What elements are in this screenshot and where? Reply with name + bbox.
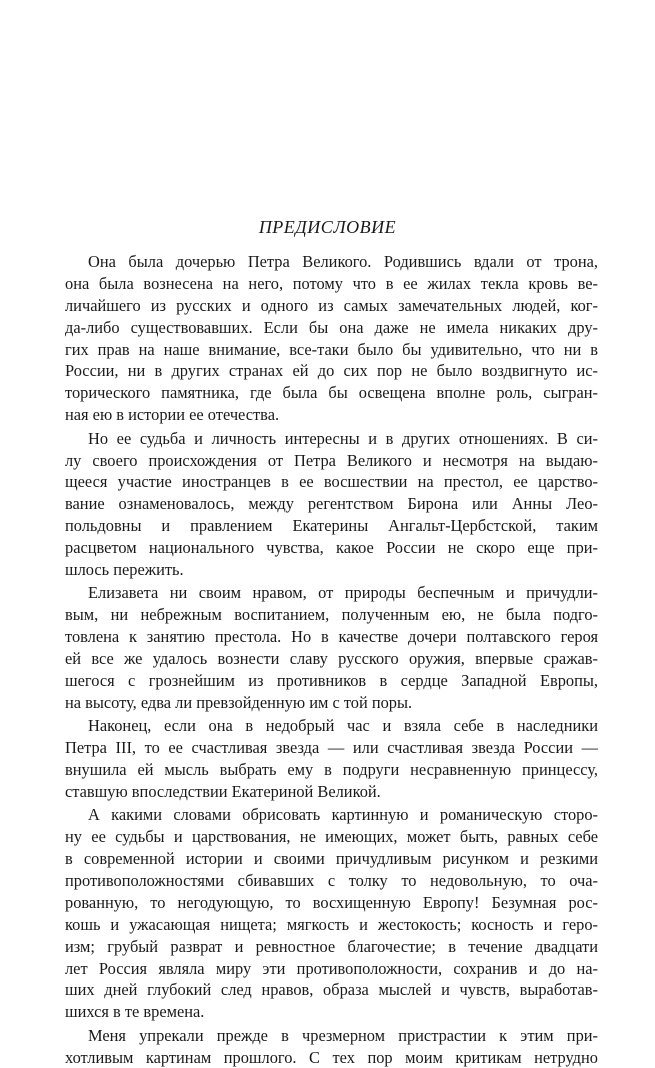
text-line: польдовны и правлением Екатерины Ангальт-Цербстской, таким xyxy=(65,516,598,536)
text-line: шлось пережить. xyxy=(65,559,184,579)
text-line: шихся в те времена. xyxy=(65,1002,205,1022)
text-line: противоположностями сбивавших с толку то недовольную, то оча- xyxy=(65,870,598,890)
text-line: Елизавета ни своим нравом, от природы беспечным и причудли- xyxy=(88,583,598,603)
preface-text xyxy=(65,251,598,1068)
text-line: расцветом национального чувства, какое России не скоро еще при- xyxy=(65,538,598,558)
text-line: Петра III, то ее счастливая звезда — или счастливая звезда России — xyxy=(65,738,598,758)
chapter-title: ПРЕДИСЛОВИЕ xyxy=(258,217,397,237)
text-line: вым, ни небрежным воспитанием, полученным ею, не была подго- xyxy=(65,605,598,625)
text-line: ей все же удалось вознести славу русского оружия, впервые сражав- xyxy=(65,649,598,669)
text-line: щееся участие иностранцев в ее восшествии на престол, ее царство- xyxy=(65,472,598,492)
text-line: изм; грубый разврат и ревностное благочестие; в течение двадцати xyxy=(65,936,598,956)
text-line: ставшую впоследствии Екатериной Великой. xyxy=(65,781,381,801)
text-line: личайшего из русских и одного из самых замечательных людей, ког- xyxy=(65,295,598,315)
text-line: кошь и ужасающая нищета; мягкость и жестокость; косность и геро- xyxy=(65,914,598,934)
text-line: внушила ей мысль выбрать ему в подруги несравненную принцессу, xyxy=(65,759,598,779)
text-line: А какими словами обрисовать картинную и романическую сторо- xyxy=(88,805,598,825)
text-line: рованную, то негодующую, то восхищенную Европу! Безумная рос- xyxy=(65,892,598,912)
text-line: она была вознесена на него, потому что в ее жилах текла кровь ве- xyxy=(65,273,598,293)
paragraph-4 xyxy=(65,715,598,803)
text-line: гих прав на наше внимание, все-таки было бы удивительно, что ни в xyxy=(65,339,598,359)
paragraph-3 xyxy=(65,582,598,713)
text-line: Но ее судьба и личность интересны и в других отношениях. В си- xyxy=(88,428,598,448)
text-line: да-либо существовавших. Если бы она даже не имела никаких дру- xyxy=(65,317,598,337)
text-line: ная ею в истории ее отечества. xyxy=(65,405,280,425)
text-line: Наконец, если она в недобрый час и взяла себе в наследники xyxy=(88,716,598,736)
text-line: Меня упрекали прежде в чрезмерном пристрастии к этим при- xyxy=(88,1025,598,1045)
text-line: Она была дочерью Петра Великого. Родившись вдали от трона, xyxy=(88,252,598,271)
paragraph-1 xyxy=(65,251,598,426)
text-line: России, ни в других странах ей до сих пор не было воздвигнуто ис- xyxy=(65,361,598,381)
text-line: ну ее судьбы и царствования, не имеющих, может быть, равных себе xyxy=(65,827,598,847)
text-line: в современной истории и своими причудливым рисунком и резкими xyxy=(65,849,598,869)
text-line: вание ознаменовалось, между регентством Бирона или Анны Лео- xyxy=(65,494,598,514)
text-line: лу своего происхождения от Петра Великого и несмотря на выдаю- xyxy=(65,450,598,470)
paragraph-6 xyxy=(65,1025,598,1068)
text-line: лет Россия являла миру эти противоположности, сохранив и до на- xyxy=(65,958,598,978)
text-line: товлена к занятию престола. Но в качестве дочери полтавского героя xyxy=(65,627,598,647)
text-line: торического памятника, где была бы освещена вполне роль, сыгран- xyxy=(65,383,598,403)
text-line: ших дней глубокий след нравов, образа мыслей и чувств, выработав- xyxy=(65,980,598,1000)
paragraph-5 xyxy=(65,804,598,1023)
text-line: на высоту, едва ли превзойденную им с той поры. xyxy=(65,692,413,712)
text-line: шегося с грознейшим из противников в сердце Западной Европы, xyxy=(65,670,598,690)
paragraph-2 xyxy=(65,428,598,581)
text-line: хотливым картинам прошлого. С тех пор моим критикам нетрудно xyxy=(65,1047,598,1067)
